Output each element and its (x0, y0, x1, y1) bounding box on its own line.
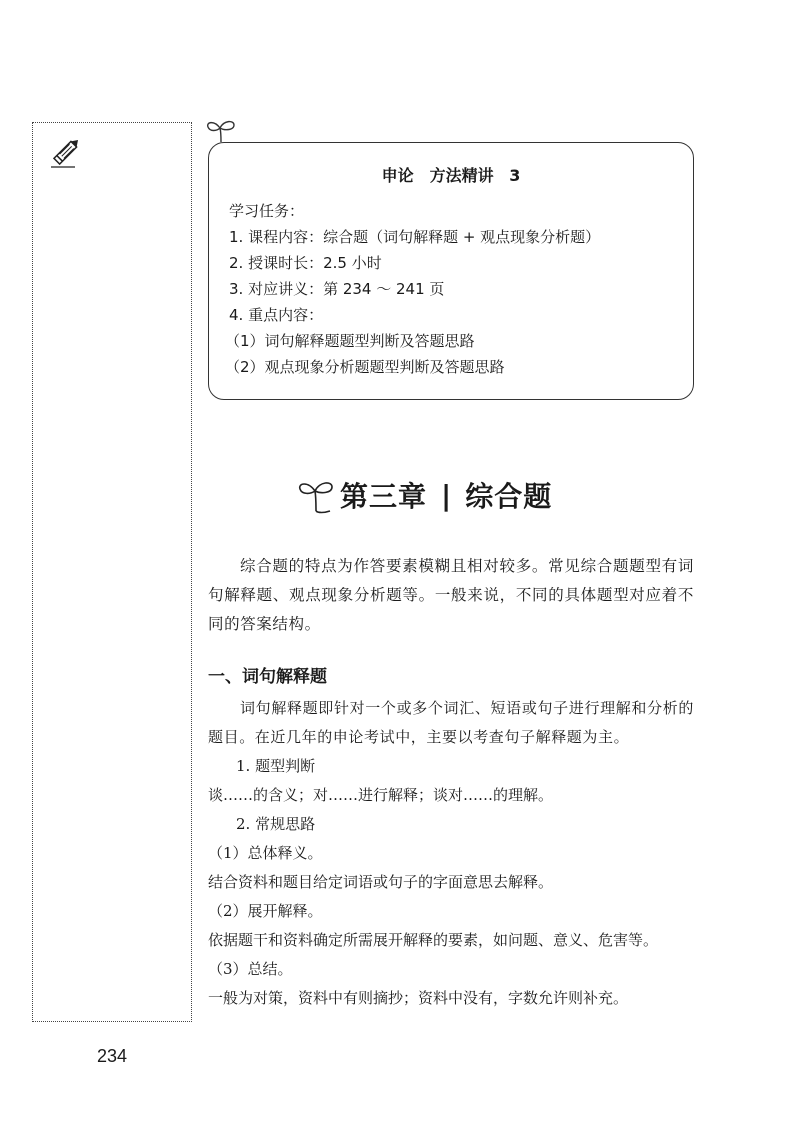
notes-sidebar (32, 122, 192, 1022)
chapter-separator: | (441, 478, 452, 512)
subheading: 2. 常规思路 (236, 815, 316, 833)
task-line: （1）词句解释题题型判断及答题思路 (225, 332, 475, 350)
sprout-icon (296, 475, 338, 515)
body-line: 一般为对策，资料中有则摘抄；资料中没有，字数允许则补充。 (208, 989, 629, 1007)
study-task-box (208, 142, 694, 400)
body-line: （1）总体释义。 (208, 844, 323, 862)
task-line: 4. 重点内容： (229, 306, 324, 324)
chapter-label: 第三章 (340, 480, 428, 513)
intro-paragraph: 综合题的特点为作答要素模糊且相对较多。常见综合题题型有词句解释题、观点现象分析题等。一般来说，不同的具体题型对应着不同的答案结构。 (208, 557, 694, 633)
section-paragraph: 词句解释题即针对一个或多个词汇、短语或句子进行理解和分析的题目。在近几年的申论考试中，主要以考查句子解释题为主。 (208, 699, 694, 746)
pencil-icon (49, 135, 83, 169)
task-line: 2. 授课时长：2.5 小时 (229, 254, 382, 272)
task-line: 1. 课程内容：综合题（词句解释题 + 观点现象分析题） (229, 228, 601, 246)
chapter-name: 综合题 (465, 480, 553, 513)
subheading: 1. 题型判断 (236, 757, 316, 775)
sprout-icon (204, 118, 238, 144)
body-line: 结合资料和题目给定词语或句子的字面意思去解释。 (208, 873, 554, 891)
body-line: 依据题干和资料确定所需展开解释的要素，如问题、意义、危害等。 (208, 931, 659, 949)
section-body (208, 694, 694, 1013)
chapter-heading (296, 470, 552, 520)
body-line: 谈……的含义；对……进行解释；谈对……的理解。 (208, 786, 554, 804)
task-line: （2）观点现象分析题题型判断及答题思路 (225, 358, 505, 376)
task-line: 3. 对应讲义：第 234 ～ 241 页 (229, 280, 445, 298)
body-line: （2）展开解释。 (208, 902, 323, 920)
page-number: 234 (97, 1046, 128, 1066)
task-box-title: 申论 方法精讲 3 (381, 166, 521, 185)
task-heading: 学习任务： (229, 202, 305, 220)
section-heading: 一、词句解释题 (208, 667, 327, 687)
body-line: （3）总结。 (208, 960, 293, 978)
